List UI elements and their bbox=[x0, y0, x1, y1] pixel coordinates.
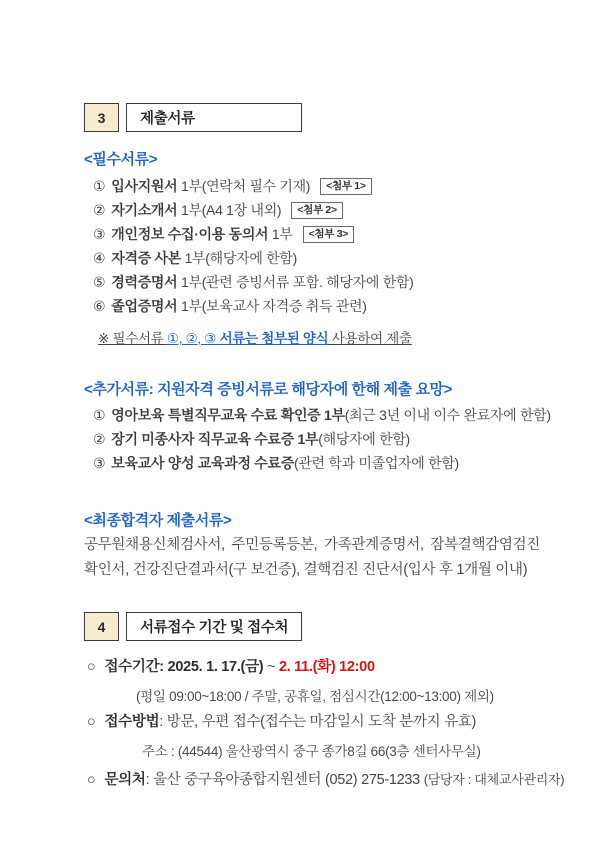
section3-header bbox=[84, 103, 550, 132]
section3-title-box: 제출서류 bbox=[126, 103, 302, 132]
contact-manager: (담당자 : 대체교사관리자) bbox=[423, 772, 565, 787]
paragraph-line: 공무원채용신체검사서, 주민등록등본, 가족관계증명서, 잠복결핵감염검진 bbox=[84, 537, 540, 553]
note-emphasis: 서류는 첨부된 양식 bbox=[219, 331, 329, 346]
reception-method-line bbox=[87, 712, 550, 733]
item-number: ① bbox=[93, 178, 106, 194]
list-item bbox=[93, 246, 550, 270]
attachment-tag: <첨부 2> bbox=[291, 202, 343, 219]
note-suffix: 사용하여 제출 bbox=[328, 331, 412, 346]
circle-bullet: ○ bbox=[87, 659, 96, 675]
item-number: ② bbox=[93, 431, 106, 447]
period-hours-note: (평일 09:00~18:00 / 주말, 공휴일, 점심시간(12:00~13:00) 제외) bbox=[136, 689, 494, 704]
required-docs-note bbox=[98, 327, 550, 347]
section4-header bbox=[84, 612, 550, 641]
address-line: 주소 : (44544) 울산광역시 중구 종가8길 66(3층 센터사무실) bbox=[142, 744, 481, 759]
final-docs-paragraph bbox=[84, 533, 540, 582]
attachment-tag: <첨부 1> bbox=[320, 178, 372, 195]
period-tilde: ~ bbox=[263, 659, 279, 675]
item-doc-name: 자기소개서 bbox=[111, 202, 178, 218]
item-doc-name: 졸업증명서 bbox=[111, 298, 178, 314]
additional-docs-heading: <추가서류: 지원자격 증빙서류로 해당자에 한해 제출 요망> bbox=[84, 381, 452, 398]
item-detail: 1부 bbox=[268, 226, 293, 242]
item-doc-name: 입사지원서 bbox=[111, 178, 178, 194]
item-doc-name: 자격증 사본 bbox=[111, 250, 181, 266]
list-item bbox=[93, 270, 550, 294]
note-item-numbers: ①, ②, ③ bbox=[166, 331, 220, 346]
list-item bbox=[93, 427, 550, 451]
item-number: ④ bbox=[93, 250, 106, 266]
item-doc-name: 장기 미종사자 직무교육 수료증 1부 bbox=[111, 431, 319, 447]
item-doc-name: 경력증명서 bbox=[111, 274, 178, 290]
circle-bullet: ○ bbox=[87, 714, 96, 730]
required-docs-list bbox=[93, 174, 550, 318]
method-detail: : 방문, 우편 접수(접수는 마감일시 도착 분까지 유효) bbox=[159, 714, 477, 730]
item-doc-name: 개인정보 수집·이용 동의서 bbox=[111, 226, 269, 242]
list-item bbox=[93, 222, 550, 246]
list-item bbox=[93, 198, 550, 222]
contact-line bbox=[87, 769, 565, 791]
final-docs-heading: <최종합격자 제출서류> bbox=[84, 512, 232, 529]
item-detail: (최근 3년 이내 이수 완료자에 한함) bbox=[344, 407, 551, 423]
document-content bbox=[84, 0, 565, 791]
period-start-date: 2025. 1. 17.(금) bbox=[167, 659, 264, 675]
note-prefix: ※ 필수서류 bbox=[98, 331, 167, 346]
item-detail: 1부(연락처 필수 기재) bbox=[177, 178, 311, 194]
item-doc-name: 보육교사 양성 교육과정 수료증 bbox=[111, 455, 294, 471]
method-label: 접수방법 bbox=[104, 714, 160, 730]
item-number: ⑥ bbox=[93, 298, 106, 314]
contact-detail: : 울산 중구육아종합지원센터 (052) 275-1233 bbox=[145, 772, 424, 788]
item-detail: (관련 학과 미졸업자에 한함) bbox=[293, 455, 459, 471]
item-number: ② bbox=[93, 202, 106, 218]
list-item bbox=[93, 403, 550, 427]
period-colon: : bbox=[159, 659, 168, 675]
item-number: ③ bbox=[93, 455, 106, 471]
attachment-tag: <첨부 3> bbox=[303, 226, 355, 243]
period-label: 접수기간 bbox=[104, 659, 160, 675]
item-doc-name: 영아보육 특별직무교육 수료 확인증 1부 bbox=[111, 407, 345, 423]
section3-number-box: 3 bbox=[84, 103, 119, 132]
item-number: ⑤ bbox=[93, 274, 106, 290]
list-item bbox=[93, 294, 550, 318]
section4-number-box: 4 bbox=[84, 612, 119, 641]
item-detail: 1부(A4 1장 내외) bbox=[177, 202, 282, 218]
item-number: ① bbox=[93, 407, 106, 423]
paragraph-line: 확인서, 건강진단결과서(구 보건증), 결핵검진 진단서(입사 후 1개월 이내) bbox=[84, 561, 528, 578]
required-docs-heading: <필수서류> bbox=[84, 151, 158, 168]
item-number: ③ bbox=[93, 226, 106, 242]
circle-bullet: ○ bbox=[87, 772, 96, 788]
item-detail: 1부(관련 증빙서류 포함. 해당자에 한함) bbox=[177, 274, 414, 290]
item-detail: 1부(해당자에 한함) bbox=[180, 250, 297, 266]
list-item bbox=[93, 174, 550, 198]
section4-title-box: 서류접수 기간 및 접수처 bbox=[126, 612, 302, 641]
contact-label: 문의처 bbox=[104, 772, 146, 788]
reception-period-line bbox=[87, 657, 550, 678]
item-detail: 1부(보육교사 자격증 취득 관련) bbox=[177, 298, 367, 314]
period-end-date: 2. 11.(화) 12:00 bbox=[278, 659, 375, 675]
item-detail: (해당자에 한함) bbox=[318, 431, 410, 447]
additional-docs-list bbox=[93, 403, 550, 475]
list-item bbox=[93, 451, 550, 475]
